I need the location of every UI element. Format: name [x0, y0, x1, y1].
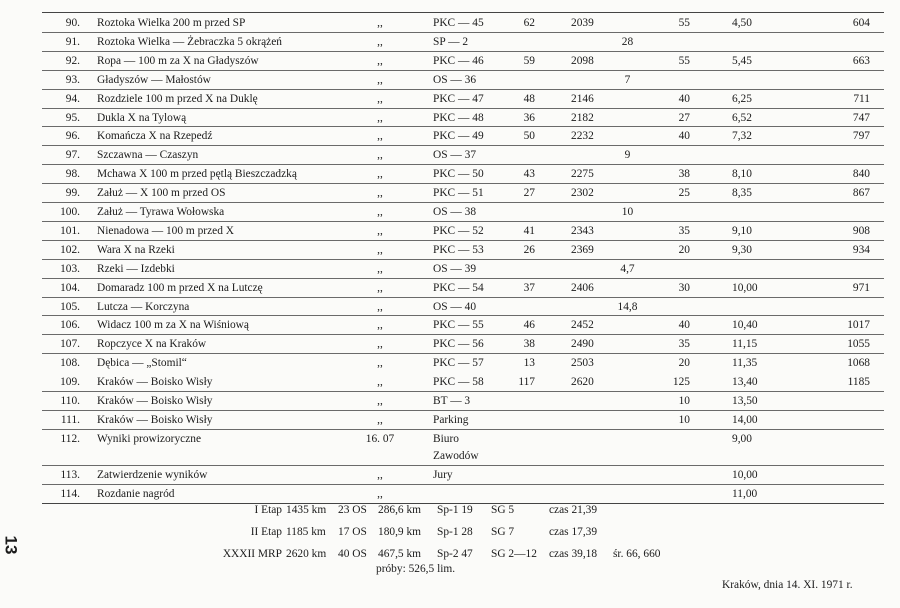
row-hour: 14,00 [732, 413, 758, 426]
row-total: 908 [852, 224, 870, 237]
row-number: 97. [65, 149, 80, 162]
row-time: 20 [678, 357, 690, 370]
row-number: 103. [60, 262, 80, 275]
row-hour: 11,35 [732, 357, 758, 370]
row-day: ,, [377, 130, 383, 143]
table-row [0, 165, 900, 183]
row-distance: 27 [523, 187, 535, 200]
row-day: ,, [377, 395, 383, 407]
row-code: PKC — 50 [433, 168, 484, 181]
row-total: 1017 [847, 319, 870, 332]
row-cumulative-km: 2098 [571, 54, 594, 67]
row-time: 27 [678, 111, 690, 124]
row-day: ,, [377, 168, 383, 181]
row-code: PKC — 49 [433, 130, 484, 143]
table-row [0, 335, 900, 353]
row-description: Rozdziele 100 m przed X na Duklę [97, 92, 258, 105]
table-row [0, 392, 900, 410]
table-row [0, 430, 900, 464]
row-os-km: 14,8 [617, 300, 638, 313]
row-code: PKC — 56 [433, 338, 484, 351]
row-code: Jury [433, 468, 453, 481]
row-os-km: 4,7 [620, 262, 635, 275]
row-hour: 9,30 [732, 243, 752, 256]
row-number: 104. [60, 281, 80, 294]
row-number: 112. [60, 432, 80, 445]
row-total: 971 [852, 281, 870, 294]
row-code-line2: Zawodów [433, 449, 479, 462]
row-total: 711 [853, 92, 870, 105]
row-distance: 36 [523, 111, 535, 124]
row-time: 40 [678, 319, 690, 332]
row-description: Załuż — Tyrawa Wołowska [97, 206, 225, 218]
table-row [0, 90, 900, 108]
row-time: 10 [678, 395, 690, 407]
row-day: ,, [377, 468, 383, 481]
row-description: Widacz 100 m za X na Wiśniową [97, 319, 249, 332]
row-hour: 10,00 [732, 281, 758, 294]
summary-sp: Sp-1 28 [437, 526, 473, 538]
row-description: Nienadowa — 100 m przed X [97, 224, 234, 237]
row-day: ,, [377, 224, 383, 237]
table-row [0, 241, 900, 259]
row-day: ,, [377, 243, 383, 256]
row-total: 747 [852, 111, 870, 124]
row-distance: 41 [523, 224, 535, 237]
row-number: 105. [60, 300, 80, 313]
row-day: ,, [377, 187, 383, 200]
row-description: Rzeki — Izdebki [97, 262, 175, 275]
row-number: 106. [60, 319, 80, 332]
table-row [0, 485, 900, 503]
row-os-km: 7 [624, 73, 631, 86]
row-day: ,, [377, 376, 383, 389]
row-cumulative-km: 2302 [571, 187, 594, 200]
row-os-km: 28 [621, 35, 634, 48]
row-total: 840 [852, 168, 870, 181]
row-number: 101. [60, 224, 80, 237]
row-number: 107. [60, 338, 80, 351]
summary-os-count: 17 OS [338, 526, 367, 538]
row-code: PKC — 47 [433, 92, 484, 105]
row-time: 35 [678, 224, 690, 237]
row-total: 1185 [847, 376, 870, 389]
summary-os-km: 286,6 km [378, 504, 422, 516]
row-hour: 11,00 [732, 487, 758, 500]
summary-sp: Sp-1 19 [437, 504, 473, 516]
row-hour: 7,32 [732, 130, 752, 143]
table-row [0, 279, 900, 297]
row-code: SP — 2 [433, 35, 469, 48]
row-distance: 46 [523, 319, 535, 332]
row-description: Kraków — Boisko Wisły [97, 395, 213, 407]
row-description: Kraków — Boisko Wisły [97, 376, 213, 389]
row-number: 95. [65, 111, 80, 124]
row-code: PKC — 55 [433, 319, 484, 332]
row-code: PKC — 58 [433, 376, 484, 389]
row-description: Domaradz 100 m przed X na Lutczę [97, 281, 263, 294]
table-row [0, 373, 900, 391]
row-day: ,, [377, 17, 383, 29]
row-os-km: 9 [624, 149, 631, 162]
row-number: 99. [65, 187, 80, 200]
row-time: 38 [678, 168, 690, 181]
row-code: OS — 37 [433, 149, 477, 162]
summary-stage: XXXII MRP [222, 548, 282, 560]
summary-time: czas 21,39 [549, 504, 598, 516]
row-day: ,, [377, 149, 383, 162]
row-distance: 13 [523, 357, 535, 370]
page-number: 13 [1, 535, 21, 555]
summary-average: śr. 66, 660 [613, 548, 661, 560]
row-number: 113. [60, 468, 80, 481]
table-row [0, 466, 900, 484]
table-row [0, 14, 900, 32]
row-code: Biuro [433, 432, 459, 445]
row-day: ,, [377, 73, 383, 86]
row-total: 1068 [847, 357, 870, 370]
row-description: Wyniki prowizoryczne [97, 432, 202, 445]
row-description: Ropa — 100 m za X na Gładyszów [97, 54, 259, 67]
row-hour: 13,40 [732, 376, 758, 389]
table-row [0, 127, 900, 145]
row-distance: 117 [518, 376, 535, 389]
row-description: Gładyszów — Małostów [97, 73, 211, 86]
row-cumulative-km: 2275 [571, 168, 594, 181]
row-time: 125 [672, 376, 690, 389]
row-os-km: 10 [621, 206, 634, 218]
summary-km: 1435 km [286, 504, 327, 516]
row-hour: 6,25 [732, 92, 752, 105]
table-row [0, 222, 900, 240]
row-day: 16. 07 [365, 432, 395, 445]
row-hour: 10,40 [732, 319, 758, 332]
row-day: ,, [377, 35, 383, 48]
row-description: Ropczyce X na Kraków [97, 338, 207, 351]
row-description: Rozdanie nagród [97, 487, 175, 500]
row-cumulative-km: 2503 [571, 357, 594, 370]
row-description: Załuż — X 100 m przed OS [97, 187, 226, 200]
row-day: ,, [377, 319, 383, 332]
row-number: 94. [65, 92, 80, 105]
summary-stage: I Etap [254, 504, 282, 516]
row-number: 111. [60, 413, 80, 426]
row-number: 110. [60, 395, 80, 407]
row-number: 102. [60, 243, 80, 256]
row-code: OS — 36 [433, 73, 477, 86]
row-code: OS — 38 [433, 206, 477, 218]
row-cumulative-km: 2182 [571, 111, 594, 124]
row-time: 55 [678, 17, 690, 29]
summary-km: 2620 km [286, 548, 327, 560]
summary-os-count: 23 OS [338, 504, 367, 516]
summary-sp: Sp-2 47 [437, 548, 473, 560]
row-description: Zatwierdzenie wyników [97, 468, 208, 481]
row-time: 35 [678, 338, 690, 351]
row-day: ,, [377, 281, 383, 294]
row-description: Mchawa X 100 m przed pętlą Bieszczadzką [97, 168, 297, 181]
row-hour: 5,45 [732, 54, 752, 67]
row-distance: 48 [523, 92, 535, 105]
row-number: 91. [65, 35, 80, 48]
row-time: 40 [678, 130, 690, 143]
summary-sg: SG 7 [491, 526, 515, 538]
row-cumulative-km: 2343 [571, 224, 594, 237]
row-cumulative-km: 2620 [571, 376, 594, 389]
summary-os-km: 180,9 km [378, 526, 422, 538]
row-hour: 11,15 [732, 338, 758, 351]
table-row [0, 203, 900, 221]
summary-proby: próby: 526,5 lim. [376, 563, 456, 575]
row-day: ,, [377, 487, 383, 500]
row-description: Wara X na Rzeki [97, 243, 175, 256]
row-number: 96. [65, 130, 80, 143]
summary-time: czas 17,39 [549, 526, 598, 538]
row-distance: 43 [523, 168, 535, 181]
row-hour: 10,00 [732, 468, 758, 481]
row-description: Dukla X na Tylową [97, 111, 187, 124]
summary-time: czas 39,18 [549, 548, 598, 560]
row-total: 867 [852, 187, 870, 200]
row-cumulative-km: 2369 [571, 243, 594, 256]
row-distance: 59 [523, 54, 535, 67]
row-number: 108. [60, 357, 80, 370]
table-row [0, 298, 900, 316]
row-time: 55 [678, 54, 690, 67]
table-row [0, 411, 900, 429]
row-number: 109. [60, 376, 80, 389]
table-row [0, 184, 900, 202]
row-hour: 8,10 [732, 168, 752, 181]
table-row [0, 109, 900, 127]
table-row [0, 71, 900, 89]
row-hour: 9,00 [732, 432, 752, 445]
row-description: Roztoka Wielka — Żebraczka 5 okrążeń [97, 35, 282, 48]
table-row [0, 316, 900, 334]
row-number: 100. [60, 206, 80, 218]
row-code: OS — 40 [433, 300, 477, 313]
row-code: PKC — 46 [433, 54, 484, 67]
row-number: 90. [65, 17, 80, 29]
row-total: 1055 [847, 338, 870, 351]
row-time: 30 [678, 281, 690, 294]
table-row [0, 33, 900, 51]
row-day: ,, [377, 413, 383, 426]
row-hour: 9,10 [732, 224, 752, 237]
row-day: ,, [377, 54, 383, 67]
row-code: PKC — 53 [433, 243, 484, 256]
row-description: Dębica — „Stomil“ [97, 357, 187, 370]
row-hour: 4,50 [732, 17, 752, 29]
row-code: PKC — 57 [433, 357, 484, 370]
row-distance: 62 [523, 17, 535, 29]
row-distance: 37 [523, 281, 535, 294]
row-divider [42, 12, 884, 13]
row-day: ,, [377, 206, 383, 218]
table-row [0, 354, 900, 372]
row-code: PKC — 45 [433, 17, 484, 29]
row-code: PKC — 52 [433, 224, 484, 237]
summary-stage: II Etap [250, 526, 282, 538]
row-distance: 38 [523, 338, 535, 351]
row-code: PKC — 54 [433, 281, 484, 294]
summary-os-count: 40 OS [338, 548, 367, 560]
row-distance: 26 [523, 243, 535, 256]
row-code: OS — 39 [433, 262, 477, 275]
row-time: 10 [678, 413, 690, 426]
row-number: 114. [60, 487, 80, 500]
row-day: ,, [377, 357, 383, 370]
place-and-date: Kraków, dnia 14. XI. 1971 r. [722, 579, 853, 591]
row-code: Parking [433, 413, 469, 426]
table-row [0, 52, 900, 70]
row-day: ,, [377, 300, 383, 313]
row-hour: 13,50 [732, 395, 758, 407]
row-code: PKC — 51 [433, 187, 484, 200]
row-time: 40 [678, 92, 690, 105]
row-distance: 50 [523, 130, 535, 143]
row-cumulative-km: 2490 [571, 338, 594, 351]
row-day: ,, [377, 92, 383, 105]
row-description: Kraków — Boisko Wisły [97, 413, 213, 426]
summary-sg: SG 5 [491, 504, 515, 516]
row-total: 604 [852, 17, 870, 29]
table-row [0, 260, 900, 278]
summary-sg: SG 2—12 [491, 548, 537, 560]
row-hour: 8,35 [732, 187, 752, 200]
row-description: Roztoka Wielka 200 m przed SP [97, 17, 246, 29]
row-time: 20 [678, 243, 690, 256]
row-cumulative-km: 2039 [571, 17, 594, 29]
row-time: 25 [678, 187, 690, 200]
row-number: 98. [65, 168, 80, 181]
table-row [0, 146, 900, 164]
row-hour: 6,52 [732, 111, 752, 124]
row-description: Szczawna — Czaszyn [97, 149, 199, 162]
row-day: ,, [377, 111, 383, 124]
row-cumulative-km: 2146 [571, 92, 594, 105]
row-cumulative-km: 2406 [571, 281, 594, 294]
row-total: 663 [852, 54, 870, 67]
row-code: BT — 3 [433, 395, 471, 407]
row-description: Lutcza — Korczyna [97, 300, 190, 313]
summary-os-km: 467,5 km [378, 548, 422, 560]
row-total: 934 [852, 243, 870, 256]
row-cumulative-km: 2452 [571, 319, 594, 332]
row-day: ,, [377, 338, 383, 351]
row-day: ,, [377, 262, 383, 275]
row-code: PKC — 48 [433, 111, 484, 124]
summary-km: 1185 km [286, 526, 326, 538]
row-total: 797 [852, 130, 870, 143]
row-number: 92. [65, 54, 80, 67]
row-number: 93. [65, 73, 80, 86]
row-cumulative-km: 2232 [571, 130, 594, 143]
row-description: Komańcza X na Rzepedź [97, 130, 213, 143]
